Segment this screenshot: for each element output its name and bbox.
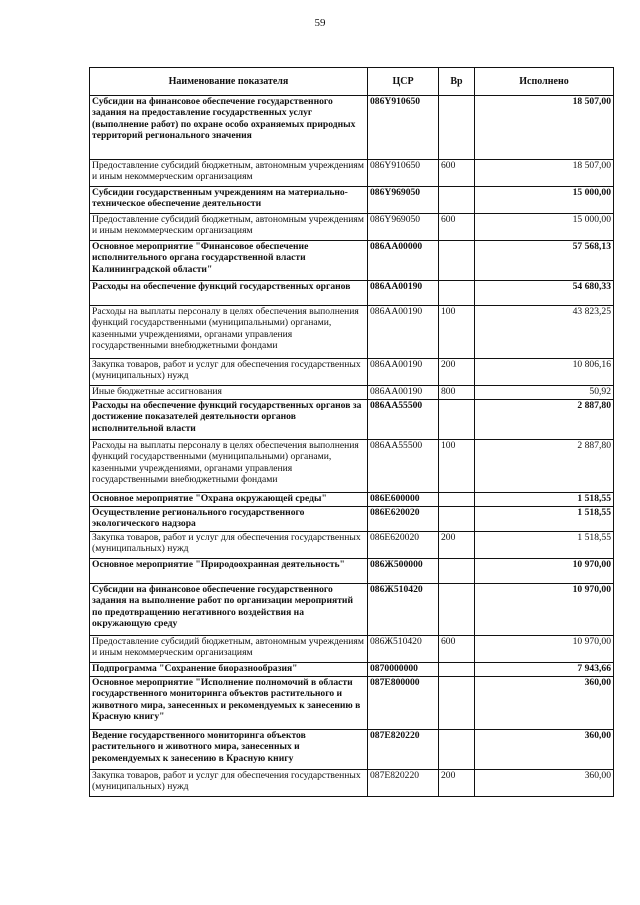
table-row xyxy=(90,532,614,559)
row-name: Осуществление регионального государственного экологического надзора xyxy=(90,507,368,532)
header-name: Наименование показателя xyxy=(90,68,368,96)
row-name: Ведение государственного мониторинга объектов растительного и животного мира, занесенных и рекомендуемых к занесению в Красную книгу xyxy=(90,730,368,770)
row-vr-code: 600 xyxy=(439,160,475,187)
table-row xyxy=(90,359,614,386)
row-executed-value: 10 806,16 xyxy=(475,359,614,386)
row-csr-code: 087Е820220 xyxy=(368,770,439,797)
row-executed-value: 2 887,80 xyxy=(475,400,614,440)
row-csr-code: 086АА55500 xyxy=(368,440,439,493)
row-name: Предоставление субсидий бюджетным, автономным учреждениям и иным некоммерческим организациям xyxy=(90,214,368,241)
row-vr-code xyxy=(439,663,475,677)
row-name: Предоставление субсидий бюджетным, автономным учреждениям и иным некоммерческим организациям xyxy=(90,636,368,663)
row-name: Расходы на обеспечение функций государственных органов за достижение показателей деятельности органов исполнительной власти xyxy=(90,400,368,440)
row-name: Закупка товаров, работ и услуг для обеспечения государственных (муниципальных) нужд xyxy=(90,359,368,386)
table-row xyxy=(90,400,614,440)
table-row xyxy=(90,770,614,797)
row-vr-code xyxy=(439,400,475,440)
row-csr-code: 086Y969050 xyxy=(368,214,439,241)
row-name: Иные бюджетные ассигнования xyxy=(90,386,368,400)
page-number: 59 xyxy=(314,17,326,29)
row-executed-value: 10 970,00 xyxy=(475,584,614,636)
row-csr-code: 086АА00190 xyxy=(368,359,439,386)
header-csr: ЦСР xyxy=(368,68,439,96)
table-row xyxy=(90,636,614,663)
row-name: Основное мероприятие "Природоохранная деятельность" xyxy=(90,559,368,584)
row-name: Основное мероприятие "Исполнение полномочий в области государственного мониторинга объектов растительного и животного мира, занесенных и рекомендуемых к занесению в Красную книгу" xyxy=(90,677,368,730)
table-row xyxy=(90,96,614,160)
table-row xyxy=(90,241,614,281)
row-name: Предоставление субсидий бюджетным, автономным учреждениям и иным некоммерческим организациям xyxy=(90,160,368,187)
row-executed-value: 57 568,13 xyxy=(475,241,614,281)
row-name: Субсидии на финансовое обеспечение государственного задания на предоставление государственных услуг (выполнение работ) по охране особо охраняемых природных территорий регионального значения xyxy=(90,96,368,160)
row-vr-code xyxy=(439,584,475,636)
row-csr-code: 086Ж510420 xyxy=(368,636,439,663)
table-row xyxy=(90,584,614,636)
row-executed-value: 54 680,33 xyxy=(475,281,614,306)
row-executed-value: 360,00 xyxy=(475,677,614,730)
table-row xyxy=(90,281,614,306)
row-name: Субсидии государственным учреждениям на материально-техническое обеспечение деятельности xyxy=(90,187,368,214)
row-csr-code: 086Ж510420 xyxy=(368,584,439,636)
row-name: Расходы на выплаты персоналу в целях обеспечения выполнения функций государственными (муниципальными) органами, казенными учреждениями, органами управления государственными внебюджетными фондами xyxy=(90,306,368,359)
table-row xyxy=(90,187,614,214)
row-vr-code: 100 xyxy=(439,440,475,493)
row-name: Закупка товаров, работ и услуг для обеспечения государственных (муниципальных) нужд xyxy=(90,770,368,797)
row-vr-code: 600 xyxy=(439,214,475,241)
row-vr-code xyxy=(439,730,475,770)
row-csr-code: 087Е800000 xyxy=(368,677,439,730)
row-csr-code: 086АА00190 xyxy=(368,281,439,306)
row-executed-value: 50,92 xyxy=(475,386,614,400)
row-name: Расходы на выплаты персоналу в целях обеспечения выполнения функций государственными (муниципальными) органами, казенными учреждениями, органами управления государственными внебюджетными фондами xyxy=(90,440,368,493)
row-name: Субсидии на финансовое обеспечение государственного задания на выполнение работ по организации мероприятий по предотвращению негативного воздействия на окружающую среду xyxy=(90,584,368,636)
table-row xyxy=(90,493,614,507)
row-executed-value: 10 970,00 xyxy=(475,559,614,584)
row-vr-code xyxy=(439,281,475,306)
row-executed-value: 15 000,00 xyxy=(475,214,614,241)
row-vr-code xyxy=(439,96,475,160)
row-csr-code: 086Е620020 xyxy=(368,507,439,532)
row-executed-value: 1 518,55 xyxy=(475,532,614,559)
row-csr-code: 086Y910650 xyxy=(368,96,439,160)
row-vr-code xyxy=(439,187,475,214)
row-name: Расходы на обеспечение функций государственных органов xyxy=(90,281,368,306)
row-executed-value: 7 943,66 xyxy=(475,663,614,677)
row-executed-value: 15 000,00 xyxy=(475,187,614,214)
row-executed-value: 18 507,00 xyxy=(475,160,614,187)
table-row xyxy=(90,730,614,770)
row-executed-value: 1 518,55 xyxy=(475,507,614,532)
row-name: Закупка товаров, работ и услуг для обеспечения государственных (муниципальных) нужд xyxy=(90,532,368,559)
table-row xyxy=(90,160,614,187)
row-vr-code xyxy=(439,241,475,281)
row-csr-code: 087Е820220 xyxy=(368,730,439,770)
row-vr-code: 200 xyxy=(439,359,475,386)
row-executed-value: 18 507,00 xyxy=(475,96,614,160)
row-executed-value: 360,00 xyxy=(475,730,614,770)
table-row xyxy=(90,306,614,359)
budget-table xyxy=(89,67,614,797)
table-header-row xyxy=(90,68,614,96)
row-executed-value: 2 887,80 xyxy=(475,440,614,493)
row-csr-code: 086Е600000 xyxy=(368,493,439,507)
row-vr-code: 200 xyxy=(439,770,475,797)
row-csr-code: 086АА55500 xyxy=(368,400,439,440)
row-name: Основное мероприятие "Финансовое обеспечение исполнительного органа государственной власти Калининградской области" xyxy=(90,241,368,281)
row-vr-code: 800 xyxy=(439,386,475,400)
header-vr: Вр xyxy=(439,68,475,96)
row-vr-code: 200 xyxy=(439,532,475,559)
table-row xyxy=(90,386,614,400)
row-executed-value: 10 970,00 xyxy=(475,636,614,663)
row-csr-code: 0870000000 xyxy=(368,663,439,677)
row-csr-code: 086АА00190 xyxy=(368,306,439,359)
row-name: Подпрограмма "Сохранение биоразнообразия" xyxy=(90,663,368,677)
row-executed-value: 43 823,25 xyxy=(475,306,614,359)
table-row xyxy=(90,440,614,493)
row-csr-code: 086АА00000 xyxy=(368,241,439,281)
row-csr-code: 086Е620020 xyxy=(368,532,439,559)
row-executed-value: 360,00 xyxy=(475,770,614,797)
row-csr-code: 086АА00190 xyxy=(368,386,439,400)
row-vr-code xyxy=(439,677,475,730)
row-name: Основное мероприятие "Охрана окружающей среды" xyxy=(90,493,368,507)
header-executed: Исполнено xyxy=(475,68,614,96)
row-csr-code: 086Y969050 xyxy=(368,187,439,214)
table-row xyxy=(90,214,614,241)
row-executed-value: 1 518,55 xyxy=(475,493,614,507)
row-csr-code: 086Y910650 xyxy=(368,160,439,187)
row-csr-code: 086Ж500000 xyxy=(368,559,439,584)
row-vr-code xyxy=(439,493,475,507)
row-vr-code xyxy=(439,507,475,532)
row-vr-code xyxy=(439,559,475,584)
table-row xyxy=(90,559,614,584)
table-row xyxy=(90,507,614,532)
table-row xyxy=(90,677,614,730)
row-vr-code: 100 xyxy=(439,306,475,359)
table-row xyxy=(90,663,614,677)
row-vr-code: 600 xyxy=(439,636,475,663)
